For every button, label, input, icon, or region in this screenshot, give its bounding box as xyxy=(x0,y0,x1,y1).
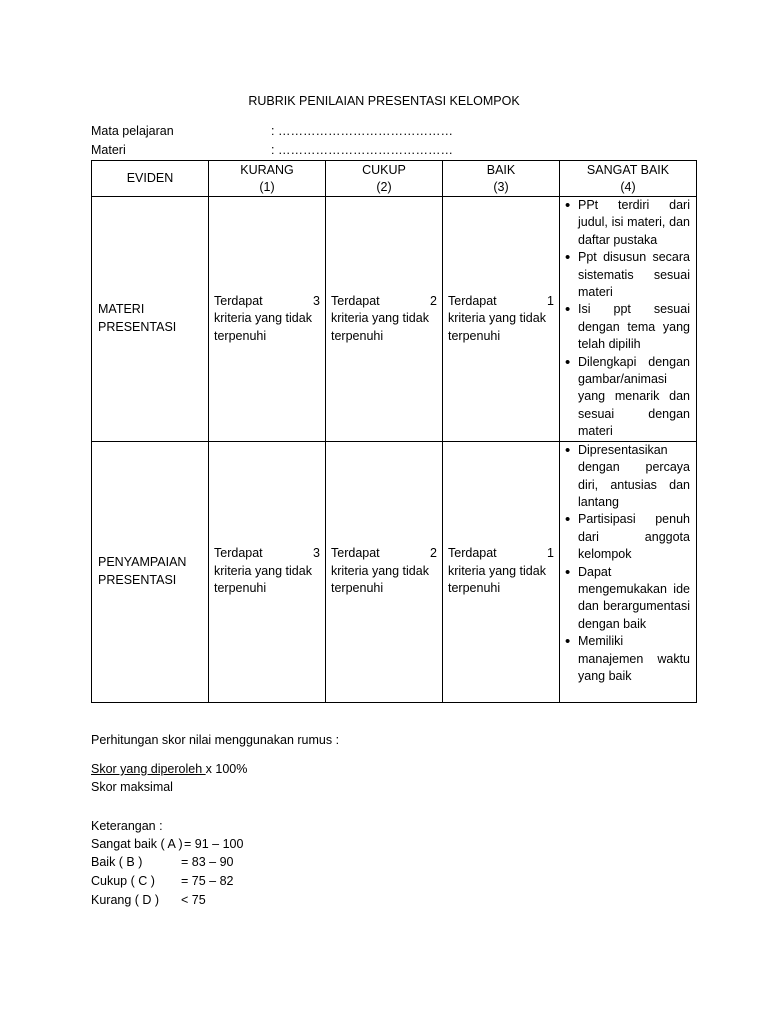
criteria-text: Terdapat 3 xyxy=(214,293,320,308)
list-item: • Dilengkapi dengan gambar/animasi yang menarik dan sesuai dengan materi xyxy=(564,354,690,441)
grade-label: Baik ( B ) xyxy=(91,855,143,869)
header-score: (2) xyxy=(376,179,392,194)
header-baik xyxy=(443,161,560,197)
criteria-text: Terdapat 1 xyxy=(448,546,554,561)
table-row xyxy=(92,197,697,442)
list-item: • Dapat mengemukakan ide dan berargumentasi dengan baik xyxy=(564,564,690,634)
header-label: BAIK xyxy=(486,162,516,177)
criteria-text: terpenuhi xyxy=(331,581,384,596)
formula-numerator: Skor yang diperoleh xyxy=(91,762,206,776)
criteria-list xyxy=(564,442,690,686)
header-label: KURANG xyxy=(240,162,294,177)
grade-range: = 83 – 90 xyxy=(181,855,234,869)
table-header-row xyxy=(92,161,697,197)
rubric-table xyxy=(91,160,697,703)
criteria-text: kriteria yang tidak xyxy=(331,311,429,326)
meta-value: : …………………………………… xyxy=(271,143,453,157)
criteria-cukup xyxy=(326,197,443,442)
header-label: EVIDEN xyxy=(126,171,174,185)
evidence-cell xyxy=(92,197,209,442)
criteria-text: kriteria yang tidak xyxy=(214,563,312,578)
criteria-text: Terdapat 3 xyxy=(214,546,320,561)
criteria-text: terpenuhi xyxy=(331,328,384,343)
criteria-text: Terdapat 2 xyxy=(331,293,437,308)
criteria-text: kriteria yang tidak xyxy=(331,563,429,578)
formula-multiplier: x 100% xyxy=(205,762,248,776)
table-row xyxy=(92,441,697,702)
evidence-label: MATERI xyxy=(98,302,145,317)
criteria-text: Terdapat 1 xyxy=(448,293,554,308)
criteria-kurang xyxy=(209,441,326,702)
header-sangat-baik xyxy=(560,161,697,197)
criteria-baik xyxy=(443,441,560,702)
header-label: SANGAT BAIK xyxy=(586,162,670,177)
header-kurang xyxy=(209,161,326,197)
header-eviden xyxy=(92,161,209,197)
criteria-list xyxy=(564,197,690,441)
list-item: • PPt terdiri dari judul, isi materi, dan daftar pustaka xyxy=(564,197,690,249)
list-item: • Memiliki manajemen waktu yang baik xyxy=(564,633,690,685)
grade-label: Kurang ( D ) xyxy=(91,893,160,907)
header-score: (4) xyxy=(620,179,636,194)
criteria-text: kriteria yang tidak xyxy=(448,563,546,578)
header-cukup xyxy=(326,161,443,197)
criteria-cukup xyxy=(326,441,443,702)
grade-range: = 75 – 82 xyxy=(181,874,234,888)
evidence-label: PRESENTASI xyxy=(98,319,177,334)
criteria-text: kriteria yang tidak xyxy=(214,311,312,326)
evidence-label: PENYAMPAIAN xyxy=(98,555,187,570)
criteria-text: terpenuhi xyxy=(448,581,501,596)
grade-range: < 75 xyxy=(181,893,206,907)
list-item: • Ppt disusun secara sistematis sesuai materi xyxy=(564,249,690,301)
meta-label: Mata pelajaran xyxy=(91,124,174,138)
list-item: • Isi ppt sesuai dengan tema yang telah dipilih xyxy=(564,301,690,353)
criteria-text: Terdapat 2 xyxy=(331,546,437,561)
criteria-text: terpenuhi xyxy=(448,328,501,343)
list-item: • Partisipasi penuh dari anggota kelompok xyxy=(564,511,690,563)
header-score: (3) xyxy=(493,179,509,194)
meta-label: Materi xyxy=(91,143,126,157)
criteria-sangat-baik xyxy=(560,197,697,442)
header-score: (1) xyxy=(259,179,275,194)
formula-numerator-line xyxy=(91,760,247,778)
evidence-label: PRESENTASI xyxy=(98,572,177,587)
formula-denominator: Skor maksimal xyxy=(91,780,173,794)
document-title: RUBRIK PENILAIAN PRESENTASI KELOMPOK xyxy=(248,94,520,108)
criteria-baik xyxy=(443,197,560,442)
criteria-kurang xyxy=(209,197,326,442)
formula-intro: Perhitungan skor nilai menggunakan rumus : xyxy=(91,733,340,747)
criteria-text: terpenuhi xyxy=(214,328,267,343)
grade-label: Sangat baik ( A ) xyxy=(91,837,183,851)
criteria-text: kriteria yang tidak xyxy=(448,311,546,326)
evidence-cell xyxy=(92,441,209,702)
keterangan-heading: Keterangan : xyxy=(91,819,163,833)
grade-range: = 91 – 100 xyxy=(184,837,244,851)
header-label: CUKUP xyxy=(362,162,406,177)
grade-label: Cukup ( C ) xyxy=(91,874,155,888)
criteria-text: terpenuhi xyxy=(214,581,267,596)
criteria-sangat-baik xyxy=(560,441,697,702)
list-item: • Dipresentasikan dengan percaya diri, antusias dan lantang xyxy=(564,442,690,512)
meta-value: : …………………………………… xyxy=(271,124,453,138)
